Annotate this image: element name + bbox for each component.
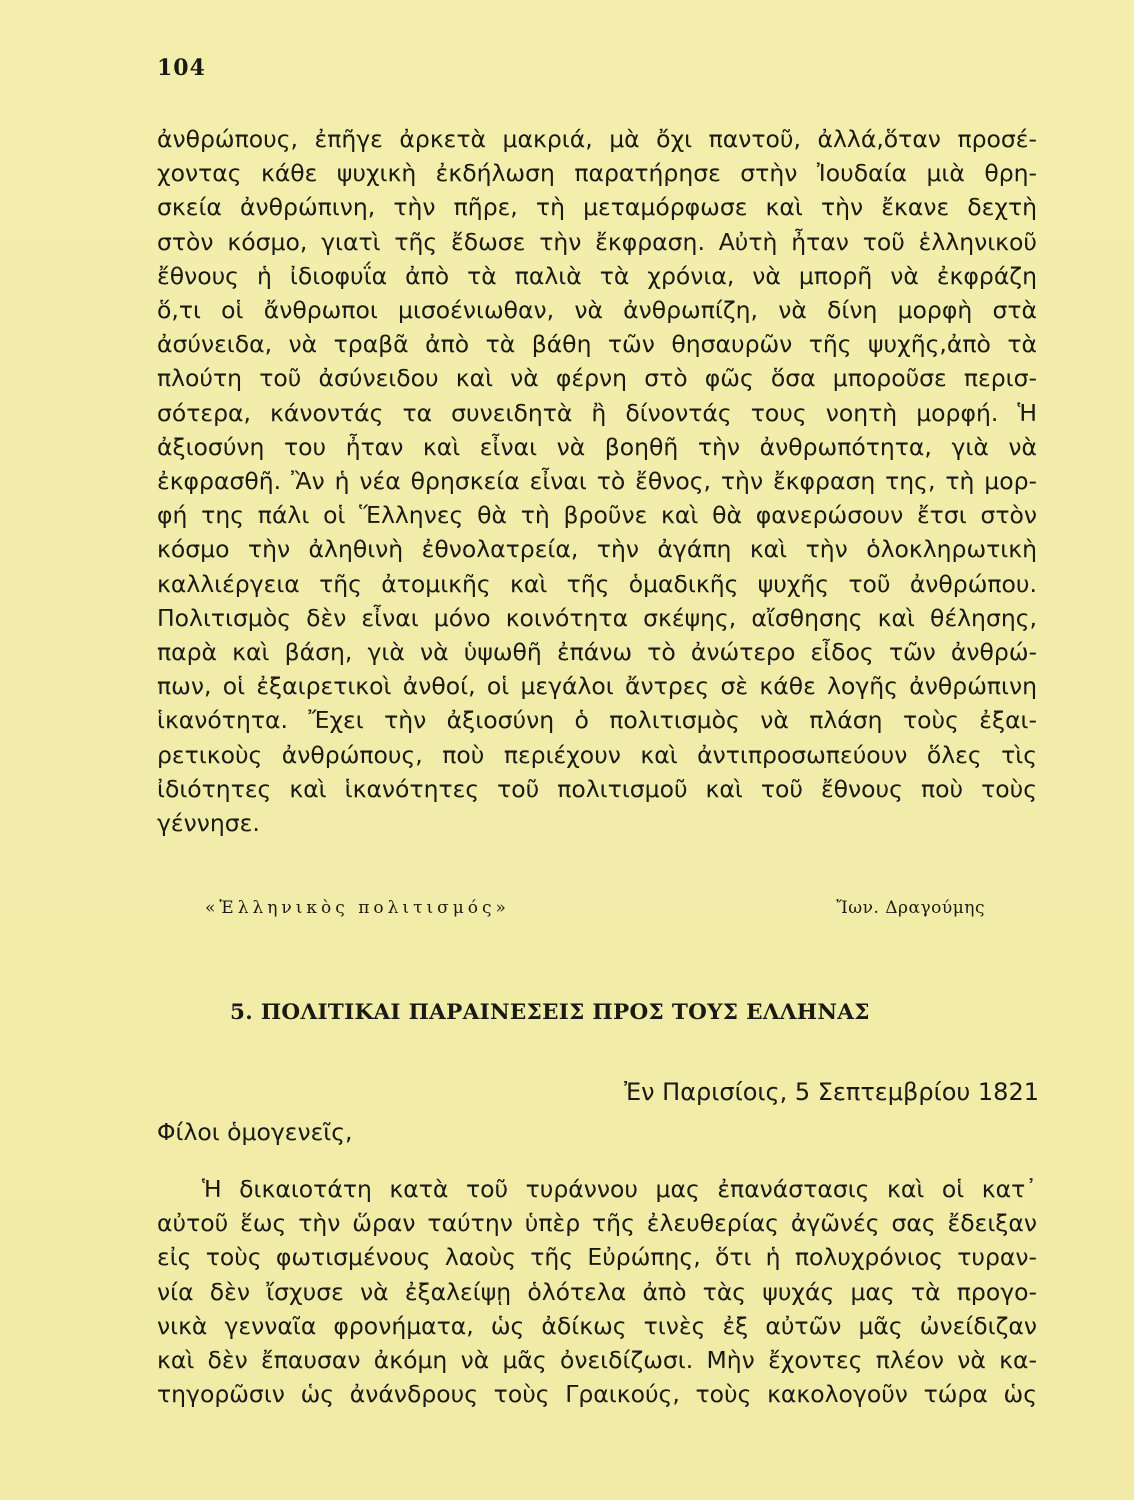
text-line: γέννησε. — [157, 809, 260, 838]
text-line: καλλιέργεια τῆς ἀτομικῆς καὶ τῆς ὁμαδικῆς ψυχῆς τοῦ ἀνθρώπου. — [157, 569, 1037, 598]
text-line: τηγορῶσιν ὡς ἀνάνδρους τοὺς Γραικούς, τοὺς κακολογοῦν τώρα ὡς — [157, 1380, 1037, 1409]
text-line: ἀξιοσύνη του ἦταν καὶ εἶναι νὰ βοηθῆ τὴν ἀνθρωπότητα, γιὰ νὰ — [157, 432, 1037, 461]
attribution-author: Ἴων. Δραγούμης — [836, 898, 985, 918]
text-line: χοντας κάθε ψυχικὴ ἐκδήλωση παρατήρησε στὴν Ἰουδαία μιὰ θρη- — [157, 159, 1037, 188]
text-line: Ἡ δικαιοτάτη κατὰ τοῦ τυράννου μας ἐπανάστασις καὶ οἱ κατ᾽ — [202, 1175, 1037, 1203]
text-line: ρετικοὺς ἀνθρώπους, ποὺ περιέχουν καὶ ἀντιπροσωπεύουν ὅλες τὶς — [157, 740, 1037, 769]
text-line: Πολιτισμὸς δὲν εἶναι μόνο κοινότητα σκέψης, αἴσθησης καὶ θέλησης, — [157, 603, 1037, 632]
text-line: σότερα, κάνοντάς τα συνειδητὰ ἢ δίνοντάς τους νοητὴ μορφή. Ἡ — [157, 398, 1037, 427]
text-line: πων, οἱ ἐξαιρετικοὶ ἀνθοί, οἱ μεγάλοι ἄντρες σὲ κάθε λογῆς ἀνθρώπινη — [157, 672, 1037, 701]
text-line: φή της πάλι οἱ Ἕλληνες θὰ τὴ βροῦνε καὶ θὰ φανερώσουν ἔτσι στὸν — [157, 501, 1037, 530]
text-line: ἐκφρασθῆ. Ἂν ἡ νέα θρησκεία εἶναι τὸ ἔθνος, τὴν ἔκφραση της, τὴ μορ- — [157, 467, 1037, 496]
text-line: ἀνθρώπους, ἐπῆγε ἀρκετὰ μακριά, μὰ ὄχι παντοῦ, ἀλλά,ὅταν προσέ- — [157, 125, 1037, 153]
text-line: πλούτη τοῦ ἀσύνειδου καὶ νὰ φέρνη στὸ φῶς ὅσα μποροῦσε περισ- — [157, 364, 1037, 393]
text-line: νία δὲν ἴσχυσε νὰ ἐξαλείψῃ ὁλότελα ἀπὸ τὰς ψυχάς μας τὰ προγο- — [157, 1277, 1037, 1306]
text-line: σκεία ἀνθρώπινη, τὴν πῆρε, τὴ μεταμόρφωσε καὶ τὴν ἔκανε δεχτὴ — [157, 193, 1037, 222]
paragraph-proclamation — [157, 1172, 1037, 1411]
text-line: στὸν κόσμο, γιατὶ τῆς ἔδωσε τὴν ἔκφραση. Αὐτὴ ἦταν τοῦ ἑλληνικοῦ — [157, 227, 1037, 256]
text-line: κόσμο τὴν ἀληθινὴ ἐθνολατρεία, τὴν ἀγάπη καὶ τὴν ὁλοκληρωτικὴ — [157, 535, 1037, 564]
attribution-source: «Ἑλληνικὸς πολιτισμός» — [205, 898, 510, 918]
dateline: Ἐν Παρισίοις, 5 Σεπτεμβρίου 1821 — [624, 1078, 1039, 1106]
page-number: 104 — [157, 55, 206, 81]
text-line: εἰς τοὺς φωτισμένους λαοὺς τῆς Εὐρώπης, ὅτι ἡ πολυχρόνιος τυραν- — [157, 1243, 1037, 1272]
text-line: ὅ,τι οἱ ἄνθρωποι μισοένιωθαν, νὰ ἀνθρωπίζη, νὰ δίνη μορφὴ στὰ — [157, 296, 1037, 325]
text-line: αὐτοῦ ἕως τὴν ὥραν ταύτην ὑπὲρ τῆς ἐλευθερίας ἀγῶνές σας ἔδειξαν — [157, 1209, 1037, 1238]
text-line: καὶ δὲν ἔπαυσαν ἀκόμη νὰ μᾶς ὀνειδίζωσι. Μὴν ἔχοντες πλέον νὰ κα- — [157, 1346, 1037, 1375]
text-line: νικὰ γενναῖα φρονήματα, ὡς ἀδίκως τινὲς ἐξ αὐτῶν μᾶς ὠνείδιζαν — [157, 1311, 1037, 1340]
text-line: ἰδιότητες καὶ ἱκανότητες τοῦ πολιτισμοῦ καὶ τοῦ ἔθνους ποὺ τοὺς — [157, 774, 1037, 803]
text-line: ἱκανότητα. Ἔχει τὴν ἀξιοσύνη ὁ πολιτισμὸς νὰ πλάση τοὺς ἐξαι- — [157, 706, 1037, 735]
paragraph-essay — [157, 122, 1037, 840]
text-line: παρὰ καὶ βάση, γιὰ νὰ ὑψωθῆ ἐπάνω τὸ ἀνώτερο εἶδος τῶν ἀνθρώ- — [157, 638, 1037, 667]
text-line: ἔθνους ἡ ἰδιοφυΐα ἀπὸ τὰ παλιὰ τὰ χρόνια, νὰ μπορῆ νὰ ἐκφράζη — [157, 261, 1037, 290]
text-line: ἀσύνειδα, νὰ τραβᾶ ἀπὸ τὰ βάθη τῶν θησαυρῶν τῆς ψυχῆς,ἀπὸ τὰ — [157, 330, 1037, 359]
section-heading: 5. ΠΟΛΙΤΙΚΑΙ ΠΑΡΑΙΝΕΣΕΙΣ ΠΡΟΣ ΤΟΥΣ ΕΛΛΗΝΑΣ — [230, 1000, 870, 1025]
salutation: Φίλοι ὁμογενεῖς, — [157, 1118, 353, 1146]
